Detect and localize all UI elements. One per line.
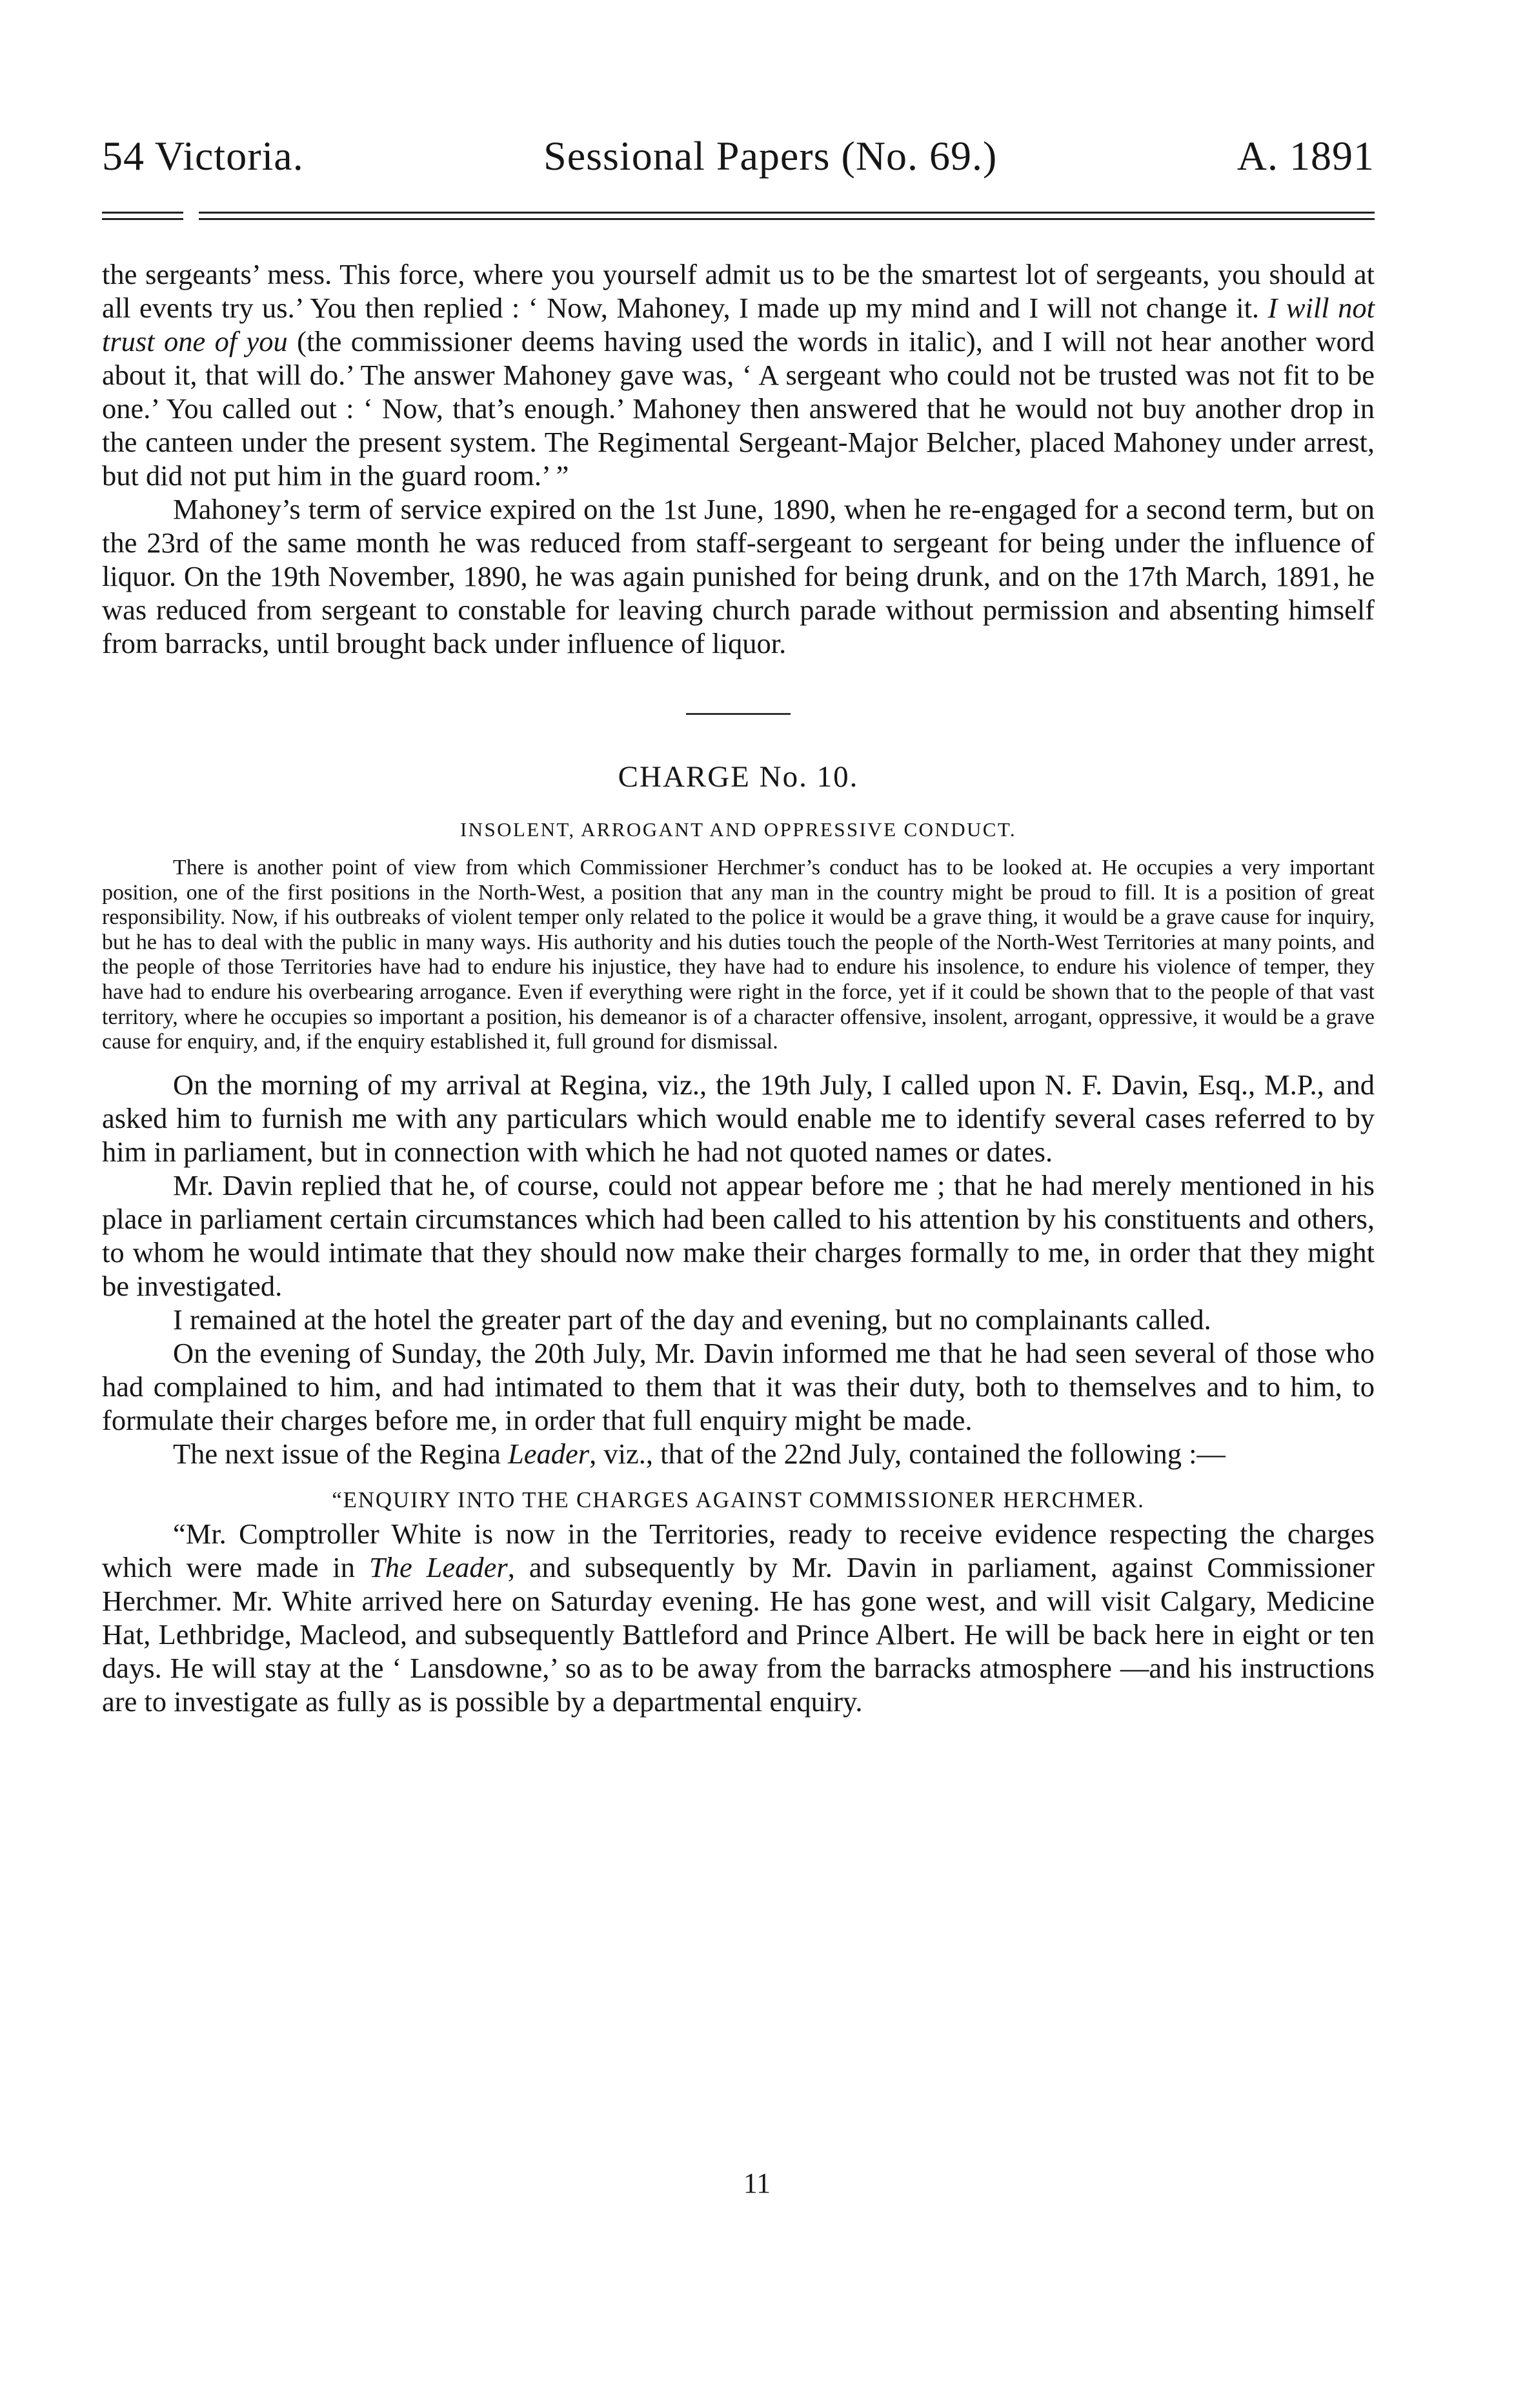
- quoted-speech-paragraph: There is another point of view from which Commissioner Herchmer’s conduct has to be looked at. He occupies a very important position, one of the first positions in the North-West, a position that any man in the country might be proud to fill. It is a position of great responsibility. Now, if his outbreaks of violent temper only related to the police it would be a grave thing, it would be a grave cause for inquiry, but he has to deal with the public in many ways. His authority and his duties touch the people of the North-West Territories at many points, and the people of those Territories have had to endure his injustice, they have had to endure his insolence, to endure his violence of temper, they have had to endure his overbearing arrogance. Even if everything were right in the force, yet if it could be shown that to the people of that vast territory, where he occupies so important a position, his demeanor is of a character offensive, insolent, arrogant, oppressive, it would be a grave cause for enquiry, and, if the enquiry established it, full ground for dismissal.: [102, 856, 1375, 1054]
- paragraph-hotel: I remained at the hotel the greater part of the day and evening, but no complainants called.: [173, 1303, 1211, 1336]
- mahoney-paragraph: Mahoney’s term of service expired on the 1st June, 1890, when he re-engaged for a second term, but on the 23rd of the same month he was reduced from staff-sergeant to sergeant for being under the influence of liquor. On the 19th November, 1890, he was again punished for being drunk, and on the 17th March, 1891, he was reduced from sergeant to constable for leaving church parade without permission and absenting himself from barracks, until brought back under influence of liquor.: [102, 493, 1375, 659]
- continuation-text-2: (the commissioner deems having used the words in italic), and I will not hear another word about it, that will do.’ The answer Mahoney gave was, ‘ A sergeant who could not be trusted was not fit to be one.’ You called out : ‘ Now, that’s enough.’ Mahoney then answered that he would not buy another drop in the canteen under the present system. The Regimental Sergeant-Major Belcher, placed Mahoney under arrest, but did not put him in the guard room.’ ”: [102, 325, 1375, 492]
- page-header: [102, 129, 1375, 183]
- enquiry-italic: The Leader: [368, 1550, 508, 1583]
- section-divider: [686, 713, 791, 715]
- paragraph-davin-reply: Mr. Davin replied that he, of course, could not appear before me ; that he had merely mentioned in his place in parliament certain circumstances which had been called to his attention by his constituents and others, to whom he would intimate that they should now make their charges formally to me, in order that they might be investigated.: [102, 1169, 1375, 1302]
- continuation-italic: I will not trust one of you: [102, 292, 1375, 357]
- leader-text-after: , viz., that of the 22nd July, contained the following :—: [589, 1437, 1226, 1470]
- enquiry-text-after: , and subsequently by Mr. Davin in parliament, against Commissioner Herchmer. Mr. White arrived here on Saturday evening. He has gone west, and will visit Calgary, Medicine Hat, Lethbridge, Macleod, and subsequently Battleford and Prince Albert. He will be back here in eight or ten days. He will stay at the ‘ Lansdowne,’ so as to be away from the barracks atmosphere —and his instructions are to investigate as fully as is possible by a departmental enquiry.: [102, 1550, 1375, 1718]
- document-page: [102, 129, 1375, 1718]
- leader-italic: Leader: [508, 1437, 590, 1470]
- continuation-text-1: the sergeants’ mess. This force, where you yourself admit us to be the smartest lot of sergeants, you should at all events try us.’ You then replied : ‘ Now, Mahoney, I made up my mind and I will not change it.: [102, 258, 1375, 324]
- charge-subtitle: INSOLENT, ARROGANT AND OPPRESSIVE CONDUCT.: [459, 818, 1017, 841]
- header-rule-short: [102, 212, 183, 220]
- continuation-paragraph: [102, 257, 1375, 492]
- paragraph-enquiry: [102, 1517, 1375, 1718]
- header-year: A. 1891: [1236, 133, 1375, 179]
- enquiry-text-before: “Mr. Comptroller White is now in the Territories, ready to receive evidence respecting the charges which were made in: [102, 1517, 1375, 1583]
- charge-title: CHARGE No. 10.: [618, 760, 859, 794]
- header-session: 54 Victoria.: [102, 133, 304, 179]
- paragraph-sunday: On the evening of Sunday, the 20th July, Mr. Davin informed me that he had seen several of those who had complained to him, and had intimated to them that it was their duty, both to themselves and to him, to formulate their charges before me, in order that full enquiry might be made.: [102, 1336, 1375, 1436]
- page-number: 11: [743, 2167, 771, 2199]
- header-rule-long: [199, 212, 1375, 220]
- paragraph-leader: [102, 1437, 1375, 1470]
- paragraph-davin-visit: On the morning of my arrival at Regina, viz., the 19th July, I called upon N. F. Davin, Esq., M.P., and asked him to furnish me with any particulars which would enable me to identify several cases referred to by him in parliament, but in connection with which he had not quoted names or dates.: [102, 1068, 1375, 1168]
- leader-text-before: The next issue of the Regina: [173, 1437, 509, 1470]
- enquiry-heading: “ENQUIRY INTO THE CHARGES AGAINST COMMISSIONER HERCHMER.: [332, 1487, 1145, 1512]
- header-title: Sessional Papers (No. 69.): [543, 133, 998, 179]
- header-double-rule: [102, 212, 1375, 220]
